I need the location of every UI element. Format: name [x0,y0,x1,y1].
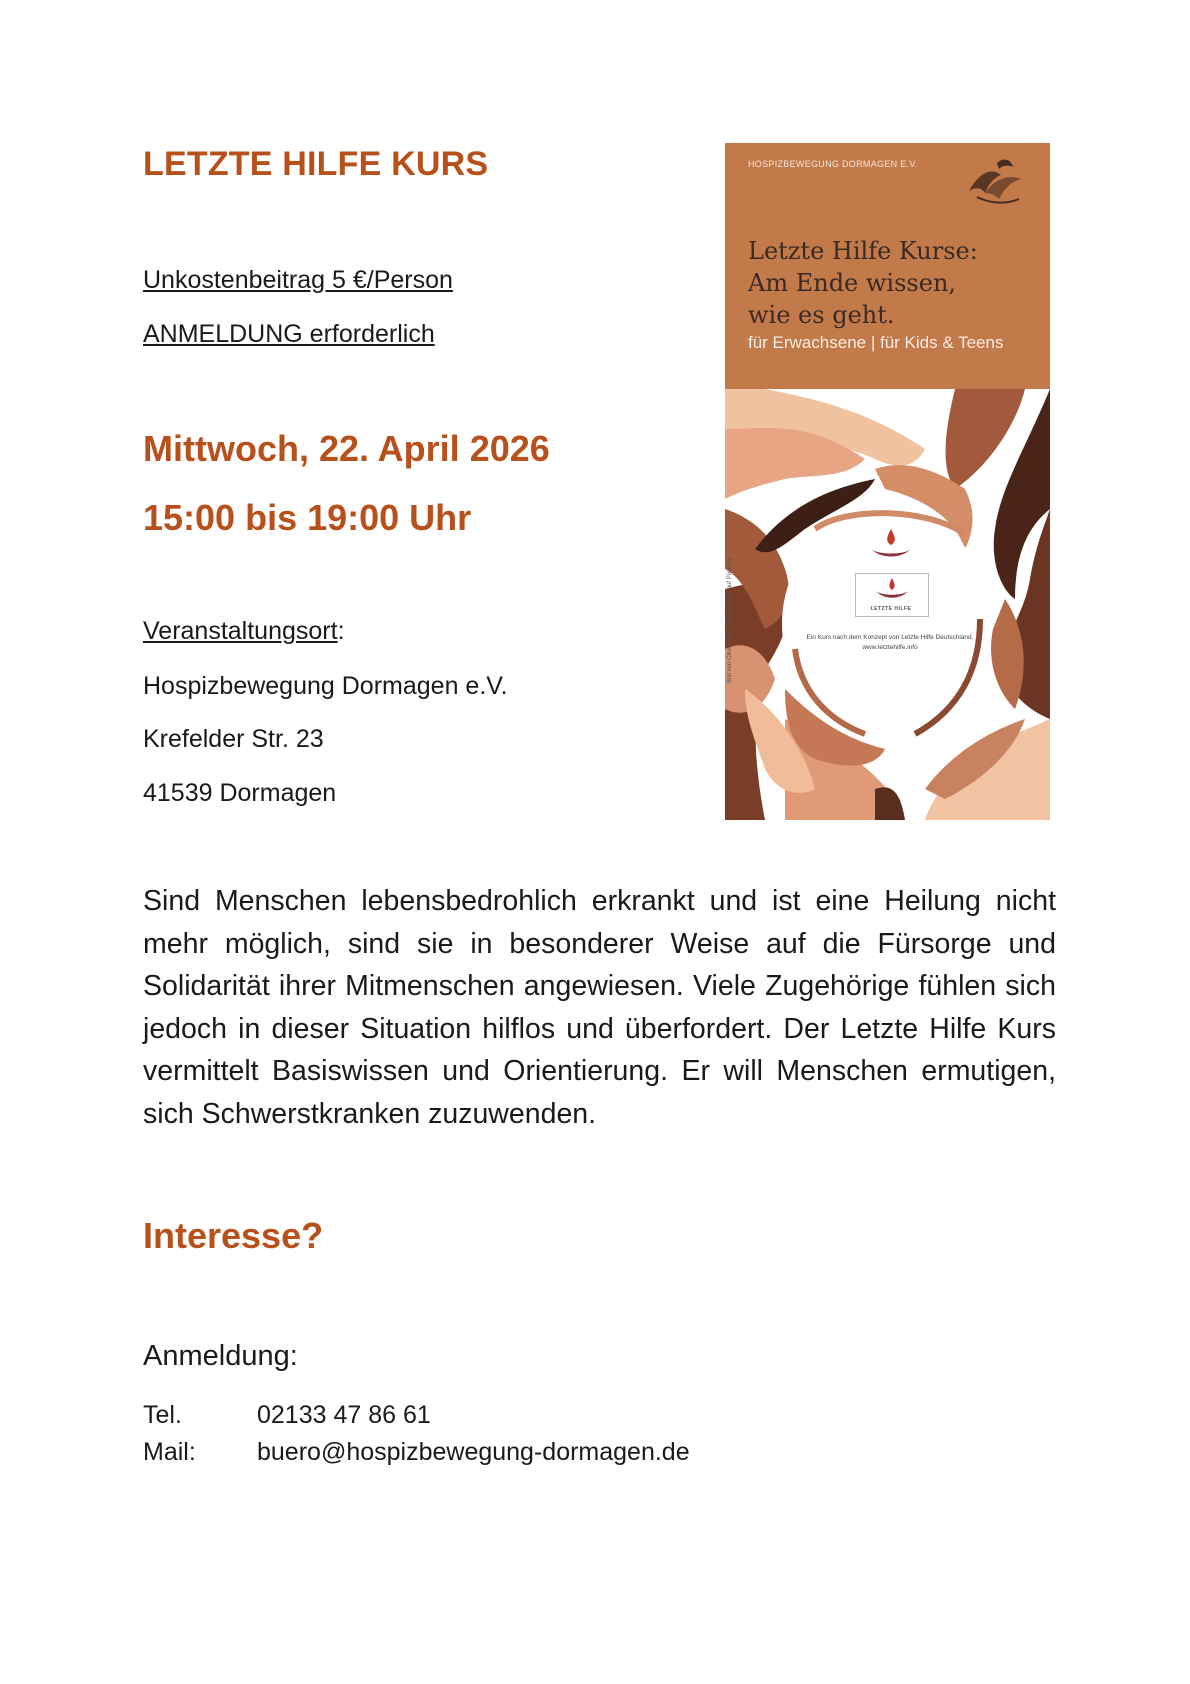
registration-label: Anmeldung: [143,1340,298,1372]
phone-key: Tel. [143,1401,182,1429]
venue-street: Krefelder Str. 23 [143,725,324,753]
venue-label-text: Veranstaltungsort [143,617,338,645]
flyer-image [725,143,1050,820]
image-credit: Bild von Clker-Free-Vector-Images auf Pixabay [727,557,733,683]
phone-number[interactable]: 02133 47 86 61 [257,1401,431,1429]
flyer-header [725,143,1050,389]
venue-label-colon: : [337,617,345,645]
mail-key: Mail: [143,1438,196,1466]
flyer-concept-note [785,633,995,653]
page-title: LETZTE HILFE KURS [143,145,489,183]
registration-required-text: ANMELDUNG erforderlich [143,320,435,348]
flyer-org: HOSPIZBEWEGUNG DORMAGEN E.V. [748,159,918,169]
flyer-concept-line: Ein Kurs nach dem Konzept von Letzte Hilfe Deutschland. [806,634,974,641]
event-time: 15:00 bis 19:00 Uhr [143,497,472,538]
flyer-headline-line1: Letzte Hilfe Kurse: [748,237,978,265]
interest-heading: Interesse? [143,1215,324,1256]
venue-label [143,617,345,646]
fee-text: Unkostenbeitrag 5 €/Person [143,266,453,294]
flyer-headline [748,235,1038,331]
mail-address[interactable]: buero@hospizbewegung-dormagen.de [257,1438,690,1466]
drop-logo-icon [856,574,928,602]
phone-row [143,1401,431,1430]
event-date: Mittwoch, 22. April 2026 [143,428,550,469]
flyer-headline-line3: wie es geht. [748,301,895,329]
venue-name: Hospizbewegung Dormagen e.V. [143,672,508,700]
flyer-url: www.letztehilfe.info [862,644,918,651]
logo-caption: LETZTE HILFE [870,606,912,612]
mail-row [143,1438,690,1467]
description-paragraph: Sind Menschen lebensbedrohlich erkrankt und ist eine Heilung nicht mehr möglich, sind sie in besonderer Weise auf die Fürsorge und Solidarität ihrer Mitmenschen angewiesen. Viele Zugehörige fühlen sich jedoch in dieser Situation hilflos und überfordert. Der Letzte Hilfe Kurs vermittelt Basiswissen und Orientierung. Er will Menschen ermutigen, sich Schwerstkranken zuzuwenden. [143,885,1056,1130]
venue-city: 41539 Dormagen [143,779,337,807]
bird-logo-icon [963,153,1027,209]
flyer-subline: für Erwachsene | für Kids & Teens [748,333,1004,352]
flyer-headline-line2: Am Ende wissen, [748,269,957,297]
